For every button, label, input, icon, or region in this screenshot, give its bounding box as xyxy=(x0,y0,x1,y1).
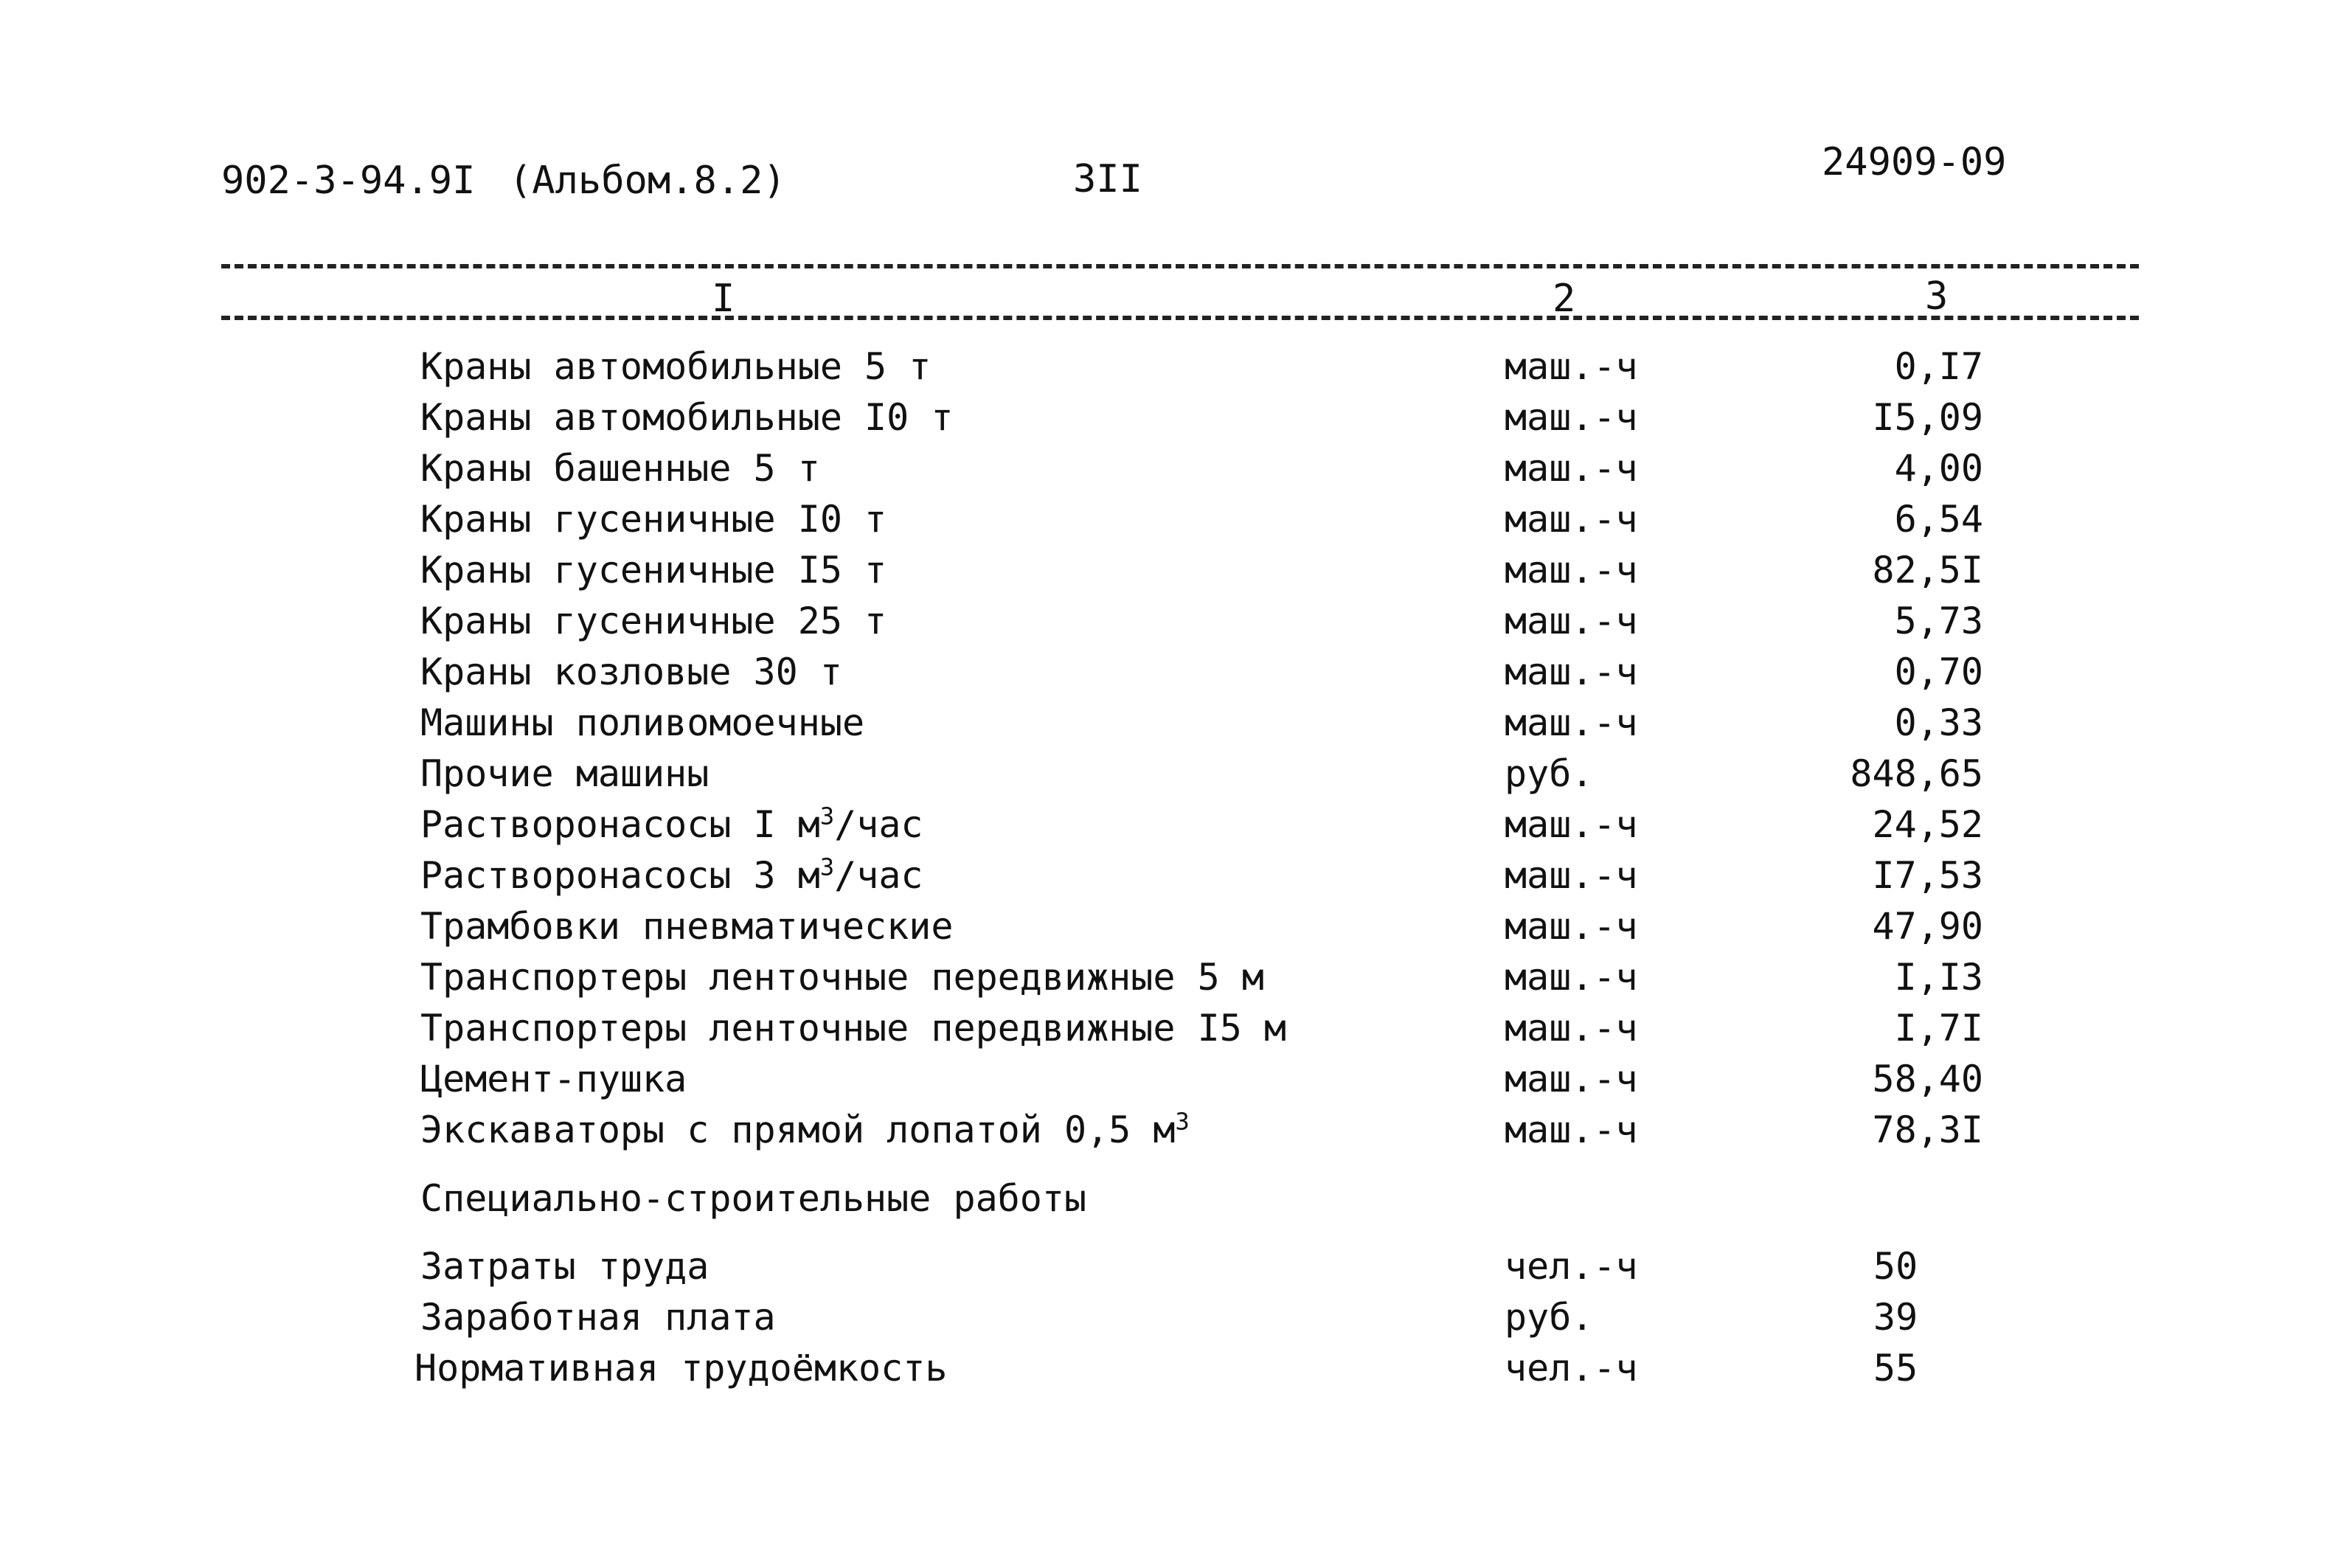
resource-name: Прочие машины xyxy=(420,752,710,795)
resource-name: Цемент-пушка xyxy=(420,1058,687,1100)
column-header-1: I xyxy=(712,277,735,321)
summary-row xyxy=(0,1342,2352,1394)
summary-value: 55 xyxy=(1873,1347,1918,1390)
resource-name: Краны автомобильные I0 т xyxy=(420,396,954,439)
summary-value: 50 xyxy=(1873,1245,1918,1288)
resource-unit: маш.-ч xyxy=(1505,396,1638,439)
resource-name xyxy=(420,799,923,850)
resource-value: 47,90 xyxy=(1872,905,1983,948)
resource-unit: маш.-ч xyxy=(1505,447,1638,490)
summary-name: Заработная плата xyxy=(420,1296,776,1339)
resource-name xyxy=(420,1104,1190,1156)
page-number: 3II xyxy=(1073,157,1142,201)
resource-unit: маш.-ч xyxy=(1505,651,1638,693)
resource-value: I,7I xyxy=(1894,1007,1983,1050)
summary-name: Нормативная трудоёмкость xyxy=(414,1347,948,1390)
resource-name: Краны козловые 30 т xyxy=(420,651,842,693)
summary-unit: чел.-ч xyxy=(1505,1347,1638,1390)
album-label: (Альбом.8.2) xyxy=(509,159,786,203)
resource-value: 6,54 xyxy=(1894,498,1983,541)
resource-name-suffix: /час xyxy=(834,854,923,897)
doc-code: 902-3-94.9I xyxy=(221,159,476,203)
summary-row xyxy=(0,1291,2352,1343)
summary-row xyxy=(0,1241,2352,1292)
resource-name: Краны автомобильные 5 т xyxy=(420,345,932,388)
resource-unit: маш.-ч xyxy=(1505,956,1638,999)
resource-unit: маш.-ч xyxy=(1505,1109,1638,1151)
resource-name-suffix: /час xyxy=(834,803,923,846)
resource-name: Транспортеры ленточные передвижные I5 м xyxy=(420,1007,1286,1050)
table-row xyxy=(0,392,2352,443)
table-row xyxy=(0,1002,2352,1054)
resource-unit: маш.-ч xyxy=(1505,600,1638,642)
table-row xyxy=(0,493,2352,545)
table-row xyxy=(0,799,2352,850)
cubic-superscript: 3 xyxy=(1175,1107,1190,1136)
resource-unit: маш.-ч xyxy=(1505,1058,1638,1100)
resource-value: 24,52 xyxy=(1872,803,1983,846)
table-row xyxy=(0,646,2352,698)
resource-value: I,I3 xyxy=(1894,956,1983,999)
resource-value: 5,73 xyxy=(1894,600,1983,642)
resource-value: 0,I7 xyxy=(1894,345,1983,388)
resource-name: Трамбовки пневматические xyxy=(420,905,954,948)
summary-unit: руб. xyxy=(1505,1296,1594,1339)
resource-name-text: Экскаваторы с прямой лопатой 0,5 м xyxy=(420,1109,1176,1151)
resource-unit: маш.-ч xyxy=(1505,803,1638,846)
summary-unit: чел.-ч xyxy=(1505,1245,1638,1288)
resource-value: 0,70 xyxy=(1894,651,1983,693)
table-top-rule xyxy=(221,264,2139,268)
resource-unit: маш.-ч xyxy=(1505,905,1638,948)
resource-name: Машины поливомоечные xyxy=(420,701,865,744)
resource-name-text: Растворонасосы I м xyxy=(420,803,820,846)
resource-unit: руб. xyxy=(1505,752,1594,795)
resource-unit: маш.-ч xyxy=(1505,345,1638,388)
resource-value: 58,40 xyxy=(1872,1058,1983,1100)
table-row xyxy=(0,951,2352,1003)
resource-unit: маш.-ч xyxy=(1505,498,1638,541)
table-row xyxy=(0,595,2352,647)
table-row xyxy=(0,748,2352,799)
resource-value: 848,65 xyxy=(1850,752,1983,795)
cubic-superscript: 3 xyxy=(819,853,835,881)
column-header-2: 2 xyxy=(1553,277,1576,321)
resource-value: 0,33 xyxy=(1894,701,1983,744)
column-header-3: 3 xyxy=(1925,274,1949,319)
resource-value: I5,09 xyxy=(1872,396,1983,439)
table-header-rule xyxy=(221,316,2139,320)
resource-name xyxy=(420,850,923,901)
resource-value: I7,53 xyxy=(1872,854,1983,897)
table-row xyxy=(0,850,2352,901)
table-row xyxy=(0,341,2352,392)
resource-unit: маш.-ч xyxy=(1505,1007,1638,1050)
resource-value: 82,5I xyxy=(1872,549,1983,592)
table-row xyxy=(0,1104,2352,1156)
table-row xyxy=(0,1053,2352,1105)
table-row xyxy=(0,697,2352,749)
resource-value: 78,3I xyxy=(1872,1109,1983,1151)
table-row xyxy=(0,544,2352,596)
resource-name: Краны гусеничные I5 т xyxy=(420,549,887,592)
table-row xyxy=(0,443,2352,494)
section-title: Специально-строительные работы xyxy=(420,1177,1087,1220)
resource-unit: маш.-ч xyxy=(1505,701,1638,744)
stamp-number: 24909-09 xyxy=(1822,140,2007,184)
resource-unit: маш.-ч xyxy=(1505,854,1638,897)
resource-value: 4,00 xyxy=(1894,447,1983,490)
resource-name: Краны гусеничные I0 т xyxy=(420,498,887,541)
summary-value: 39 xyxy=(1873,1296,1918,1339)
cubic-superscript: 3 xyxy=(819,802,835,830)
resource-name: Транспортеры ленточные передвижные 5 м xyxy=(420,956,1264,999)
resource-unit: маш.-ч xyxy=(1505,549,1638,592)
resource-name-text: Растворонасосы 3 м xyxy=(420,854,820,897)
table-row xyxy=(0,901,2352,952)
resource-name: Краны башенные 5 т xyxy=(420,447,820,490)
summary-name: Затраты труда xyxy=(420,1245,710,1288)
resource-name: Краны гусеничные 25 т xyxy=(420,600,887,642)
